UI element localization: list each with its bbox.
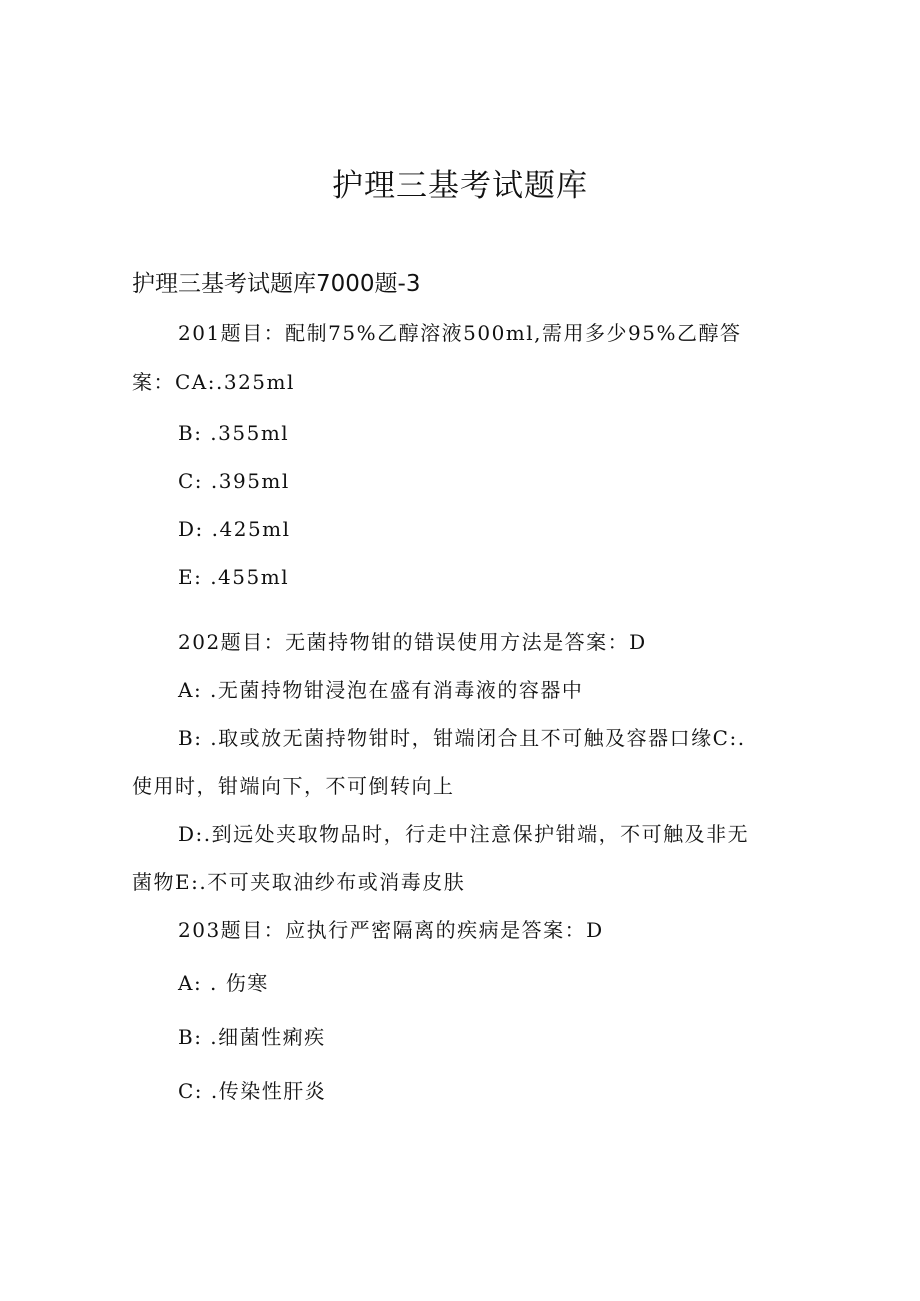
document-title: 护理三基考试题库 <box>332 168 588 204</box>
question-201-option-c: C: .395ml <box>178 469 290 493</box>
question-202-option-a: A: .无菌持物钳浸泡在盛有消毒液的容器中 <box>178 678 584 702</box>
question-202-option-d: D:.到远处夹取物品时，行走中注意保护钳端，不可触及非无 <box>178 822 750 846</box>
question-203-text: 203题目：应执行严密隔离的疾病是答案：D <box>178 918 604 942</box>
question-201-option-b: B: .355ml <box>178 421 290 445</box>
question-201-text: 201题目：配制75%乙醇溶液500ml,需用多少95%乙醇答 <box>178 321 742 345</box>
question-202-text: 202题目：无菌持物钳的错误使用方法是答案：D <box>178 630 647 654</box>
question-201-option-e: E: .455ml <box>178 565 290 589</box>
question-203-option-c: C: .传染性肝炎 <box>178 1079 327 1103</box>
question-202-option-b: B: .取或放无菌持物钳时，钳端闭合且不可触及容器口缘C:. <box>178 726 746 750</box>
question-202-option-e: 菌物E:.不可夹取油纱布或消毒皮肤 <box>132 870 466 894</box>
question-203-option-b: B: .细菌性痢疾 <box>178 1025 326 1049</box>
question-201-text-cont: 案：CA:.325ml <box>132 370 295 394</box>
section-heading: 护理三基考试题库7000题-3 <box>132 271 421 297</box>
question-201-option-d: D: .425ml <box>178 517 291 541</box>
question-203-option-a: A: . 伤寒 <box>178 971 269 995</box>
question-202-option-c: 使用时，钳端向下，不可倒转向上 <box>132 774 455 798</box>
